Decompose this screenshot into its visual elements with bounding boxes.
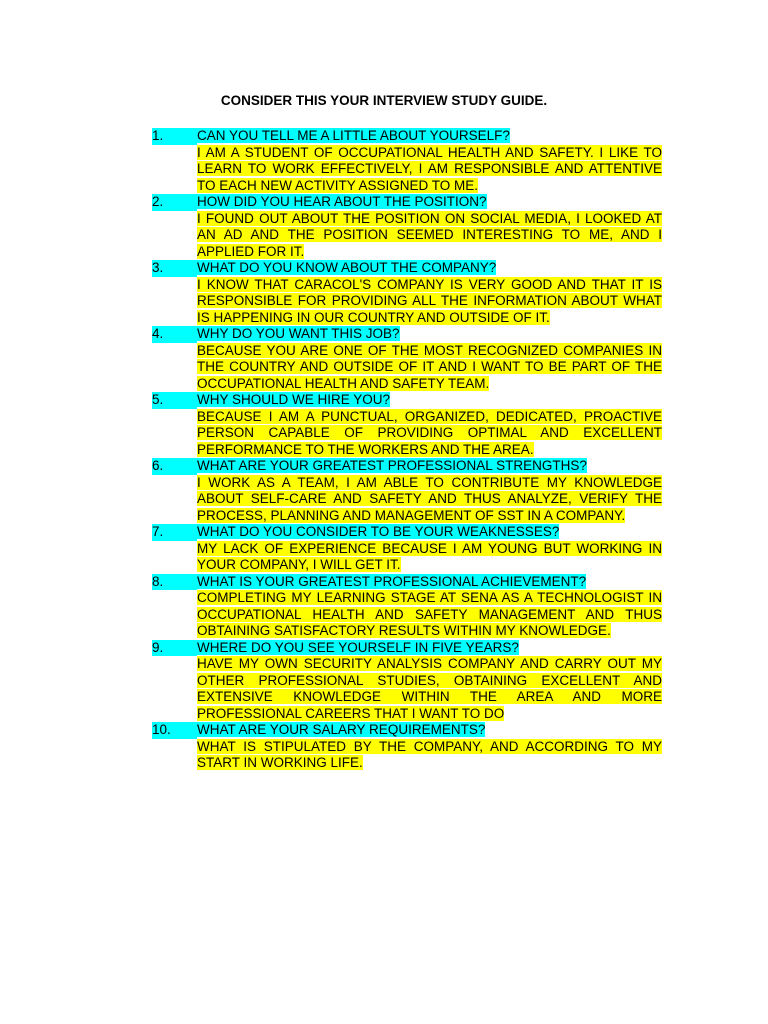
- question-highlight: WHAT ARE YOUR GREATEST PROFESSIONAL STRENGTHS?: [197, 458, 587, 473]
- item-number: [152, 640, 197, 657]
- question-list: [152, 128, 662, 772]
- question-highlight: WHAT DO YOU KNOW ABOUT THE COMPANY?: [197, 260, 497, 275]
- item-body: [197, 392, 662, 458]
- list-item: [152, 392, 662, 458]
- item-number-text: 6.: [152, 458, 197, 475]
- question-text: [197, 194, 662, 211]
- answer-highlight: I KNOW THAT CARACOL'S COMPANY IS VERY GOOD AND THAT IT IS RESPONSIBLE FOR PROVIDING ALL THE INFORMATION ABOUT WHAT IS HAPPENING IN OUR COUNTRY AND OUTSIDE OF IT.: [197, 276, 662, 325]
- list-item: [152, 458, 662, 524]
- item-number-text: 1.: [152, 128, 197, 145]
- item-number: [152, 392, 197, 409]
- answer-highlight: I AM A STUDENT OF OCCUPATIONAL HEALTH AND SAFETY. I LIKE TO LEARN TO WORK EFFECTIVELY, I AM RESPONSIBLE AND ATTENTIVE TO EACH NEW ACTIVITY ASSIGNED TO ME.: [197, 144, 662, 193]
- item-number: [152, 574, 197, 591]
- item-body: [197, 194, 662, 260]
- answer-highlight: I FOUND OUT ABOUT THE POSITION ON SOCIAL MEDIA, I LOOKED AT AN AD AND THE POSITION SEEMED INTERESTING TO ME, AND I APPLIED FOR IT.: [197, 210, 662, 259]
- question-text: [197, 458, 662, 475]
- item-body: [197, 574, 662, 640]
- answer-text: [197, 409, 662, 459]
- document-title: CONSIDER THIS YOUR INTERVIEW STUDY GUIDE.: [220, 93, 548, 108]
- item-number: [152, 326, 197, 343]
- item-body: [197, 640, 662, 723]
- item-body: [197, 722, 662, 772]
- item-number: [152, 128, 197, 145]
- item-number: [152, 458, 197, 475]
- item-number-text: 4.: [152, 326, 197, 343]
- item-number: [152, 524, 197, 541]
- list-item: [152, 260, 662, 326]
- question-text: [197, 640, 662, 657]
- item-number-text: 9.: [152, 640, 197, 657]
- answer-highlight: HAVE MY OWN SECURITY ANALYSIS COMPANY AND CARRY OUT MY OTHER PROFESSIONAL STUDIES, OBTAINING EXCELLENT AND EXTENSIVE KNOWLEDGE WITHIN THE AREA AND MORE PROFESSIONAL CAREERS THAT I WANT TO DO: [197, 656, 662, 721]
- question-highlight: WHAT DO YOU CONSIDER TO BE YOUR WEAKNESSES?: [197, 524, 560, 539]
- list-item: [152, 194, 662, 260]
- item-number-text: 7.: [152, 524, 197, 541]
- answer-highlight: MY LACK OF EXPERIENCE BECAUSE I AM YOUNG BUT WORKING IN YOUR COMPANY, I WILL GET IT.: [197, 540, 662, 572]
- item-number-text: 10.: [152, 722, 197, 739]
- question-text: [197, 260, 662, 277]
- answer-highlight: I WORK AS A TEAM, I AM ABLE TO CONTRIBUTE MY KNOWLEDGE ABOUT SELF-CARE AND SAFETY AND THUS ANALYZE, VERIFY THE PROCESS, PLANNING AND MANAGEMENT OF SST IN A COMPANY.: [197, 474, 662, 523]
- answer-text: [197, 590, 662, 640]
- item-number-text: 3.: [152, 260, 197, 277]
- question-text: [197, 128, 662, 145]
- question-text: [197, 574, 662, 591]
- question-highlight: WHY DO YOU WANT THIS JOB?: [197, 326, 400, 341]
- answer-text: [197, 475, 662, 525]
- question-highlight: WHAT ARE YOUR SALARY REQUIREMENTS?: [197, 722, 486, 737]
- question-text: [197, 392, 662, 409]
- list-item: [152, 574, 662, 640]
- answer-text: [197, 211, 662, 261]
- list-item: [152, 722, 662, 772]
- item-number: [152, 260, 197, 277]
- list-item: [152, 326, 662, 392]
- list-item: [152, 128, 662, 194]
- item-body: [197, 128, 662, 194]
- item-body: [197, 458, 662, 524]
- answer-highlight: BECAUSE YOU ARE ONE OF THE MOST RECOGNIZED COMPANIES IN THE COUNTRY AND OUTSIDE OF IT AND I WANT TO BE PART OF THE OCCUPATIONAL HEALTH AND SAFETY TEAM.: [197, 342, 662, 391]
- item-number-text: 5.: [152, 392, 197, 409]
- answer-text: [197, 343, 662, 393]
- question-highlight: WHAT IS YOUR GREATEST PROFESSIONAL ACHIEVEMENT?: [197, 573, 587, 589]
- list-item: [152, 640, 662, 723]
- item-body: [197, 260, 662, 326]
- question-highlight: HOW DID YOU HEAR ABOUT THE POSITION?: [197, 194, 487, 209]
- answer-highlight: BECAUSE I AM A PUNCTUAL, ORGANIZED, DEDICATED, PROACTIVE PERSON CAPABLE OF PROVIDING OPTIMAL AND EXCELLENT PERFORMANCE TO THE WORKERS AND THE AREA.: [197, 408, 662, 457]
- question-highlight: WHERE DO YOU SEE YOURSELF IN FIVE YEARS?: [197, 639, 519, 655]
- answer-highlight: WHAT IS STIPULATED BY THE COMPANY, AND ACCORDING TO MY START IN WORKING LIFE.: [197, 738, 662, 770]
- list-item: [152, 524, 662, 574]
- answer-text: [197, 277, 662, 327]
- answer-text: [197, 739, 662, 772]
- item-number-text: 8.: [152, 574, 197, 591]
- item-number-text: 2.: [152, 194, 197, 211]
- question-text: [197, 722, 662, 739]
- question-text: [197, 524, 662, 541]
- question-highlight: WHY SHOULD WE HIRE YOU?: [197, 392, 391, 407]
- item-body: [197, 524, 662, 574]
- answer-text: [197, 541, 662, 574]
- item-body: [197, 326, 662, 392]
- question-highlight: CAN YOU TELL ME A LITTLE ABOUT YOURSELF?: [197, 128, 510, 143]
- answer-text: [197, 656, 662, 722]
- answer-highlight: COMPLETING MY LEARNING STAGE AT SENA AS A TECHNOLOGIST IN OCCUPATIONAL HEALTH AND SAFETY MANAGEMENT AND THUS OBTAINING SATISFACTORY RESULTS WITHIN MY KNOWLEDGE.: [197, 590, 662, 638]
- item-number: [152, 194, 197, 211]
- question-text: [197, 326, 662, 343]
- answer-text: [197, 145, 662, 195]
- item-number: [152, 722, 197, 739]
